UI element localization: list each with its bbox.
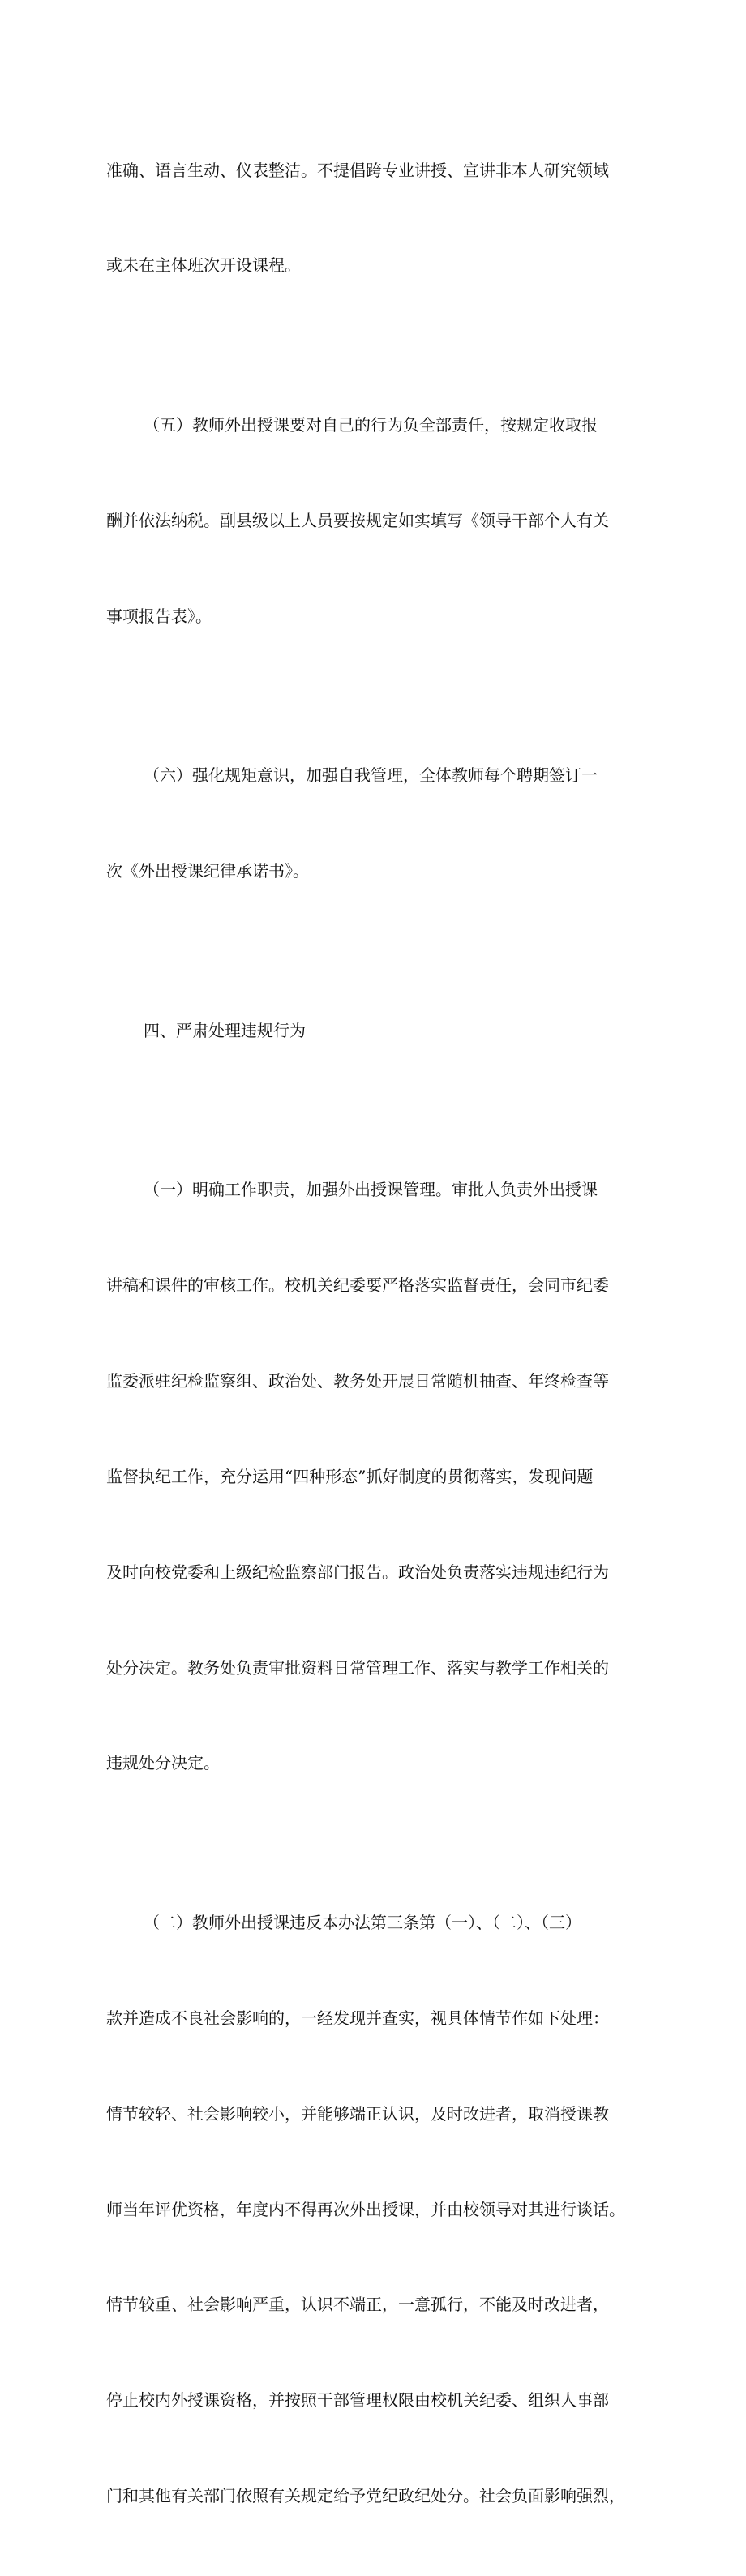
text-line: （六）强化规矩意识，加强自我管理，全体教师每个聘期签订一	[144, 765, 598, 786]
heading-line: 四、严肃处理违规行为	[144, 1020, 306, 1040]
paragraph-section4-item-1	[106, 1111, 646, 1844]
text-line: 门和其他有关部门依照有关规定给予党纪政纪处分。社会负面影响强烈，	[106, 2486, 625, 2506]
text-line: 及时向校党委和上级纪检监察部门报告。政治处负责落实违规违纪行为	[106, 1562, 609, 1582]
text-line: 酬并依法纳税。副县级以上人员要按规定如实填写《领导干部个人有关	[106, 510, 609, 530]
text-line: 违规处分决定。	[106, 1753, 220, 1773]
text-line: 事项报告表》。	[106, 606, 212, 626]
paragraph-item-6	[106, 697, 646, 951]
text-line: 停止校内外授课资格，并按照干部管理权限由校机关纪委、组织人事部	[106, 2390, 609, 2411]
text-line: 处分决定。教务处负责审批资料日常管理工作、落实与教学工作相关的	[106, 1657, 609, 1678]
text-line: 监督执纪工作，充分运用“四种形态”抓好制度的贯彻落实，发现问题	[106, 1466, 594, 1486]
text-line: 讲稿和课件的审核工作。校机关纪委要严格落实监督责任，会同市纪委	[106, 1275, 609, 1295]
text-line: 次《外出授课纪律承诺书》。	[106, 861, 309, 881]
text-line: 师当年评优资格，年度内不得再次外出授课，并由校领导对其进行谈话。	[106, 2199, 625, 2219]
paragraph-item-5	[106, 345, 646, 696]
paragraph-section4-item-2	[106, 1843, 646, 2576]
text-line: 或未在主体班次开设课程。	[106, 255, 301, 276]
section-heading-4	[106, 951, 646, 1110]
text-line: 情节较轻、社会影响较小，并能够端正认识，及时改进者，取消授课教	[106, 2103, 609, 2124]
text-line: 款并造成不良社会影响的，一经发现并查实，视具体情节作如下处理：	[106, 2008, 609, 2028]
text-line: （二）教师外出授课违反本办法第三条第（一）、（二）、（三）	[144, 1912, 581, 1932]
text-line: 准确、语言生动、仪表整洁。不提倡跨专业讲授、宣讲非本人研究领域	[106, 160, 609, 180]
text-line: （五）教师外出授课要对自己的行为负全部责任，按规定收取报	[144, 414, 598, 435]
text-line: 监委派驻纪检监察组、政治处、教务处开展日常随机抽查、年终检查等	[106, 1370, 609, 1391]
text-line: （一）明确工作职责，加强外出授课管理。审批人负责外出授课	[144, 1180, 598, 1200]
document-body	[106, 91, 646, 2576]
paragraph-continuation	[106, 91, 646, 345]
text-line: 情节较重、社会影响严重，认识不端正，一意孤行，不能及时改进者，	[106, 2295, 609, 2315]
